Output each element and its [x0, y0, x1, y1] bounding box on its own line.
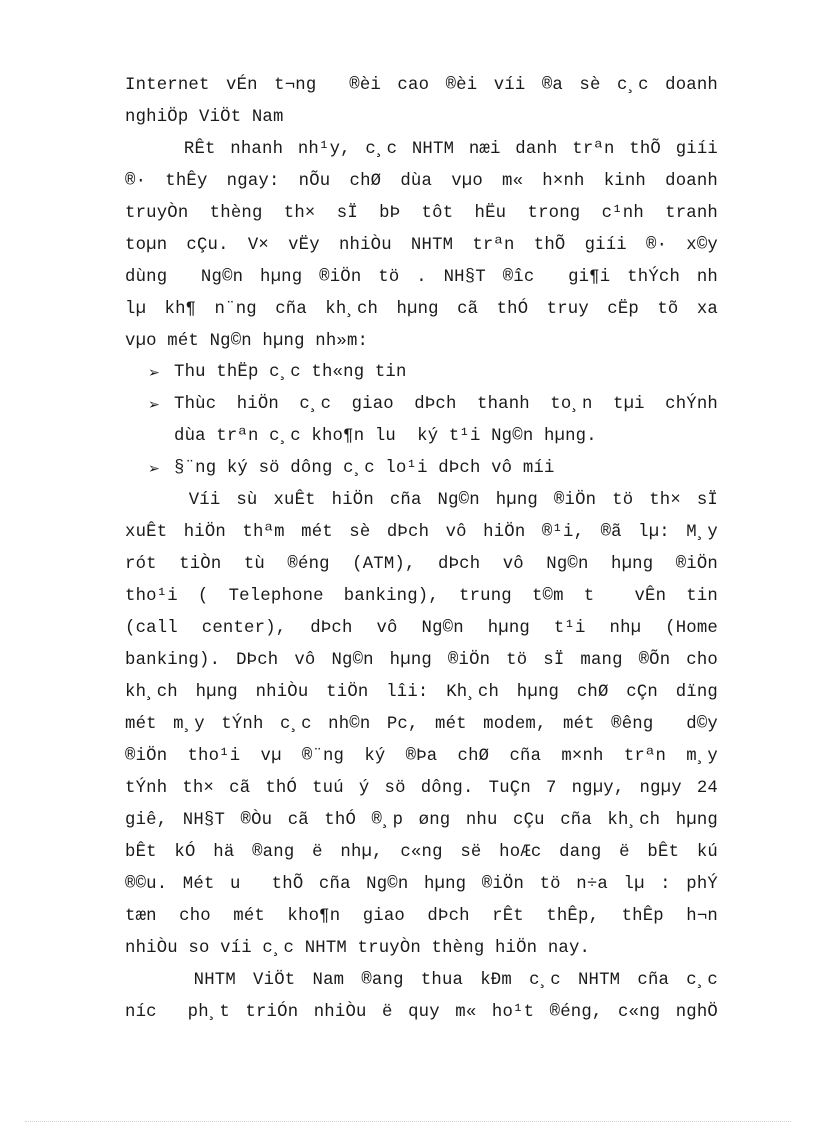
text-line: tÝnh th× cã thÓ tuú ý sö dông. TuÇn 7 ngµy, ngµy 24 [125, 779, 718, 798]
text-line: nhiÒu so víi c¸c NHTM truyÒn thèng hiÖn nay. [125, 939, 591, 958]
text-line: RÊt nhanh nh¹y, c¸c NHTM næi danh trªn thÕ giíi [125, 140, 718, 159]
text-line: Víi sù xuÊt hiÖn cña Ng©n hµng ®iÖn tö th× sÏ [125, 491, 718, 510]
text-line: xuÊt hiÖn thªm mét sè dÞch vô hiÖn ®¹i, ®ã lµ: M¸y [125, 523, 718, 542]
text-line: nghiÖp ViÖt Nam [125, 108, 284, 127]
text-line: níc ph¸t triÓn nhiÒu ë quy m« ho¹t ®éng, c«ng nghÖ [125, 1003, 718, 1022]
text-line: kh¸ch hµng nhiÒu tiÖn lîi: Kh¸ch hµng chØ cÇn dïng [125, 683, 718, 702]
text-line: vµo mét Ng©n hµng nh»m: [125, 332, 369, 351]
text-line: bÊt kÓ hä ®ang ë nhµ, c«ng së hoÆc dang ë bÊt kú [125, 843, 718, 862]
text-line: ®· thÊy ngay: nÕu chØ dùa vµo m« h×nh kinh doanh [125, 172, 718, 191]
text-line: tæn cho mét kho¶n giao dÞch rÊt thÊp, thÊp h¬n [125, 907, 718, 926]
bullet-item-continuation: dùa trªn c¸c kho¶n lu ký t¹i Ng©n hµng. [174, 427, 597, 446]
bullet-item: §¨ng ký sö dông c¸c lo¹i dÞch vô míi [174, 459, 555, 478]
text-line: dùng Ng©n hµng ®iÖn tö . NH§T ®îc gi¶i thÝch nh [125, 268, 718, 287]
text-line: Internet vÉn t¬ng ®èi cao ®èi víi ®a sè c¸c doanh [125, 76, 718, 95]
arrow-bullet-icon: ➢ [148, 365, 160, 381]
bullet-item: Thùc hiÖn c¸c giao dÞch thanh to¸n tµi chÝnh [174, 395, 718, 414]
text-line: rót tiÒn tù ®éng (ATM), dÞch vô Ng©n hµng ®iÖn [125, 555, 718, 574]
text-line: NHTM ViÖt Nam ®ang thua kÐm c¸c NHTM cña c¸c [125, 971, 718, 990]
text-line: truyÒn thèng th× sÏ bÞ tôt hËu trong c¹nh tranh [125, 204, 718, 223]
text-line: mét m¸y tÝnh c¸c nh©n Pc, mét modem, mét ®êng d©y [125, 715, 718, 734]
arrow-bullet-icon: ➢ [148, 461, 160, 477]
text-line: ®iÖn tho¹i vµ ®¨ng ký ®Þa chØ cña m×nh trªn m¸y [125, 747, 718, 766]
text-line: giê, NH§T ®Òu cã thÓ ®¸p øng nhu cÇu cña kh¸ch hµng [125, 811, 718, 830]
text-line: banking). DÞch vô Ng©n hµng ®iÖn tö sÏ mang ®Õn cho [125, 651, 718, 670]
text-line: lµ kh¶ n¨ng cña kh¸ch hµng cã thÓ truy cËp tõ xa [125, 300, 718, 319]
text-line: tho¹i ( Telephone banking), trung t©m t vÊn tin [125, 587, 718, 606]
page-bottom-divider [25, 1121, 791, 1122]
text-line: ®©u. Mét u thÕ cña Ng©n hµng ®iÖn tö n÷a lµ : phÝ [125, 875, 718, 894]
arrow-bullet-icon: ➢ [148, 397, 160, 413]
bullet-item: Thu thËp c¸c th«ng tin [174, 363, 407, 382]
text-line: toµn cÇu. V× vËy nhiÒu NHTM trªn thÕ giíi ®· x©y [125, 236, 718, 255]
text-line: (call center), dÞch vô Ng©n hµng t¹i nhµ (Home [125, 619, 718, 638]
